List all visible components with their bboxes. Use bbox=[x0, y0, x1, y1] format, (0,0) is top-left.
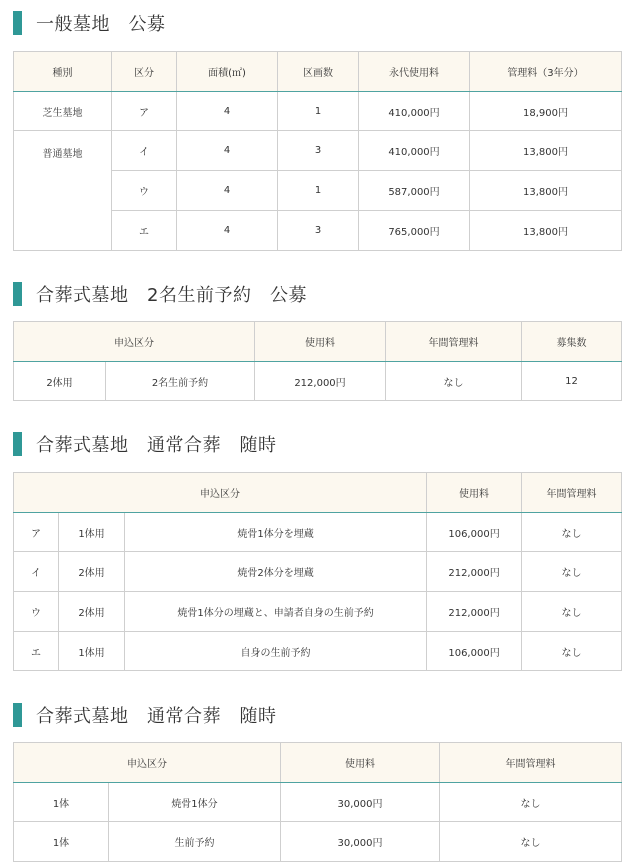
usage-fee-cell: 30,000円 bbox=[281, 783, 440, 822]
description-cell: 焼骨1体分を埋蔵 bbox=[125, 513, 427, 552]
plot-count-cell: 3 bbox=[278, 211, 359, 251]
column-header: 申込区分 bbox=[14, 743, 281, 783]
management-fee-cell: 13,800円 bbox=[470, 131, 622, 171]
annual-management-fee-cell: なし bbox=[522, 552, 622, 592]
description-cell: 焼骨2体分を埋蔵 bbox=[125, 552, 427, 592]
section-title: 合葬式墓地 通常合葬 随時 bbox=[36, 435, 277, 456]
table-row bbox=[14, 131, 622, 171]
grave-type-cell: 芝生墓地 bbox=[14, 92, 112, 131]
joint-grave-regular-fee-table bbox=[13, 742, 622, 862]
plot-count-cell: 1 bbox=[278, 92, 359, 131]
perpetual-fee-cell: 410,000円 bbox=[359, 92, 470, 131]
column-header: 種別 bbox=[14, 52, 112, 92]
annual-management-fee-cell: なし bbox=[522, 513, 622, 552]
column-header: 面積(㎡) bbox=[177, 52, 278, 92]
section-heading-joint-grave-regular-2 bbox=[13, 702, 277, 728]
table-header-row bbox=[14, 473, 622, 513]
table-header-row bbox=[14, 52, 622, 92]
column-header: 区画数 bbox=[278, 52, 359, 92]
column-header: 年間管理料 bbox=[386, 322, 522, 362]
description-cell: 生前予約 bbox=[109, 822, 281, 862]
table-row bbox=[14, 552, 622, 592]
annual-management-fee-cell: なし bbox=[440, 822, 622, 862]
column-header: 申込区分 bbox=[14, 322, 255, 362]
persons-cell: 2体用 bbox=[59, 592, 125, 632]
section-title: 一般墓地 公募 bbox=[36, 14, 166, 35]
column-header: 管理料（3年分） bbox=[470, 52, 622, 92]
joint-grave-prereservation-table bbox=[13, 321, 622, 401]
persons-cell: 1体用 bbox=[59, 632, 125, 671]
column-header: 年間管理料 bbox=[440, 743, 622, 783]
quota-cell: 12 bbox=[522, 362, 622, 401]
usage-fee-cell: 106,000円 bbox=[427, 513, 522, 552]
kubun-cell: ア bbox=[112, 92, 177, 131]
usage-fee-cell: 30,000円 bbox=[281, 822, 440, 862]
area-cell: 4 bbox=[177, 171, 278, 211]
kubun-cell: イ bbox=[14, 552, 59, 592]
description-cell: 焼骨1体分の埋蔵と、申請者自身の生前予約 bbox=[125, 592, 427, 632]
table-row bbox=[14, 362, 622, 401]
description-cell: 焼骨1体分 bbox=[109, 783, 281, 822]
general-graves-table bbox=[13, 51, 622, 251]
area-cell: 4 bbox=[177, 92, 278, 131]
column-header: 募集数 bbox=[522, 322, 622, 362]
section-title: 合葬式墓地 2名生前予約 公募 bbox=[36, 285, 307, 306]
heading-accent-bar bbox=[13, 432, 22, 456]
persons-cell: 1体 bbox=[14, 783, 109, 822]
column-header: 使用料 bbox=[427, 473, 522, 513]
kubun-cell: イ bbox=[112, 131, 177, 171]
column-header: 年間管理料 bbox=[522, 473, 622, 513]
annual-management-fee-cell: なし bbox=[522, 632, 622, 671]
management-fee-cell: 18,900円 bbox=[470, 92, 622, 131]
table-row bbox=[14, 592, 622, 632]
kubun-cell: ア bbox=[14, 513, 59, 552]
management-fee-cell: 13,800円 bbox=[470, 211, 622, 251]
kubun-cell: ウ bbox=[14, 592, 59, 632]
section-title: 合葬式墓地 通常合葬 随時 bbox=[36, 706, 277, 727]
area-cell: 4 bbox=[177, 211, 278, 251]
heading-accent-bar bbox=[13, 282, 22, 306]
annual-management-fee-cell: なし bbox=[386, 362, 522, 401]
annual-management-fee-cell: なし bbox=[522, 592, 622, 632]
column-header: 永代使用料 bbox=[359, 52, 470, 92]
persons-cell: 1体用 bbox=[59, 513, 125, 552]
table-row bbox=[14, 632, 622, 671]
column-header: 使用料 bbox=[281, 743, 440, 783]
section-heading-joint-grave-regular bbox=[13, 431, 277, 457]
column-header: 使用料 bbox=[255, 322, 386, 362]
usage-fee-cell: 212,000円 bbox=[427, 552, 522, 592]
management-fee-cell: 13,800円 bbox=[470, 171, 622, 211]
description-cell: 2名生前予約 bbox=[106, 362, 255, 401]
persons-cell: 2体用 bbox=[14, 362, 106, 401]
kubun-cell: エ bbox=[112, 211, 177, 251]
usage-fee-cell: 212,000円 bbox=[255, 362, 386, 401]
column-header: 区分 bbox=[112, 52, 177, 92]
section-heading-general-graves bbox=[13, 10, 166, 36]
kubun-cell: エ bbox=[14, 632, 59, 671]
plot-count-cell: 1 bbox=[278, 171, 359, 211]
plot-count-cell: 3 bbox=[278, 131, 359, 171]
perpetual-fee-cell: 410,000円 bbox=[359, 131, 470, 171]
table-header-row bbox=[14, 743, 622, 783]
section-heading-joint-grave-prereservation bbox=[13, 281, 307, 307]
usage-fee-cell: 212,000円 bbox=[427, 592, 522, 632]
table-row bbox=[14, 822, 622, 862]
table-header-row bbox=[14, 322, 622, 362]
persons-cell: 1体 bbox=[14, 822, 109, 862]
column-header: 申込区分 bbox=[14, 473, 427, 513]
annual-management-fee-cell: なし bbox=[440, 783, 622, 822]
table-row bbox=[14, 513, 622, 552]
area-cell: 4 bbox=[177, 131, 278, 171]
perpetual-fee-cell: 587,000円 bbox=[359, 171, 470, 211]
heading-accent-bar bbox=[13, 11, 22, 35]
perpetual-fee-cell: 765,000円 bbox=[359, 211, 470, 251]
heading-accent-bar bbox=[13, 703, 22, 727]
kubun-cell: ウ bbox=[112, 171, 177, 211]
grave-type-cell: 普通墓地 bbox=[14, 131, 112, 251]
joint-grave-regular-table bbox=[13, 472, 622, 671]
description-cell: 自身の生前予約 bbox=[125, 632, 427, 671]
usage-fee-cell: 106,000円 bbox=[427, 632, 522, 671]
table-row bbox=[14, 92, 622, 131]
persons-cell: 2体用 bbox=[59, 552, 125, 592]
table-row bbox=[14, 783, 622, 822]
